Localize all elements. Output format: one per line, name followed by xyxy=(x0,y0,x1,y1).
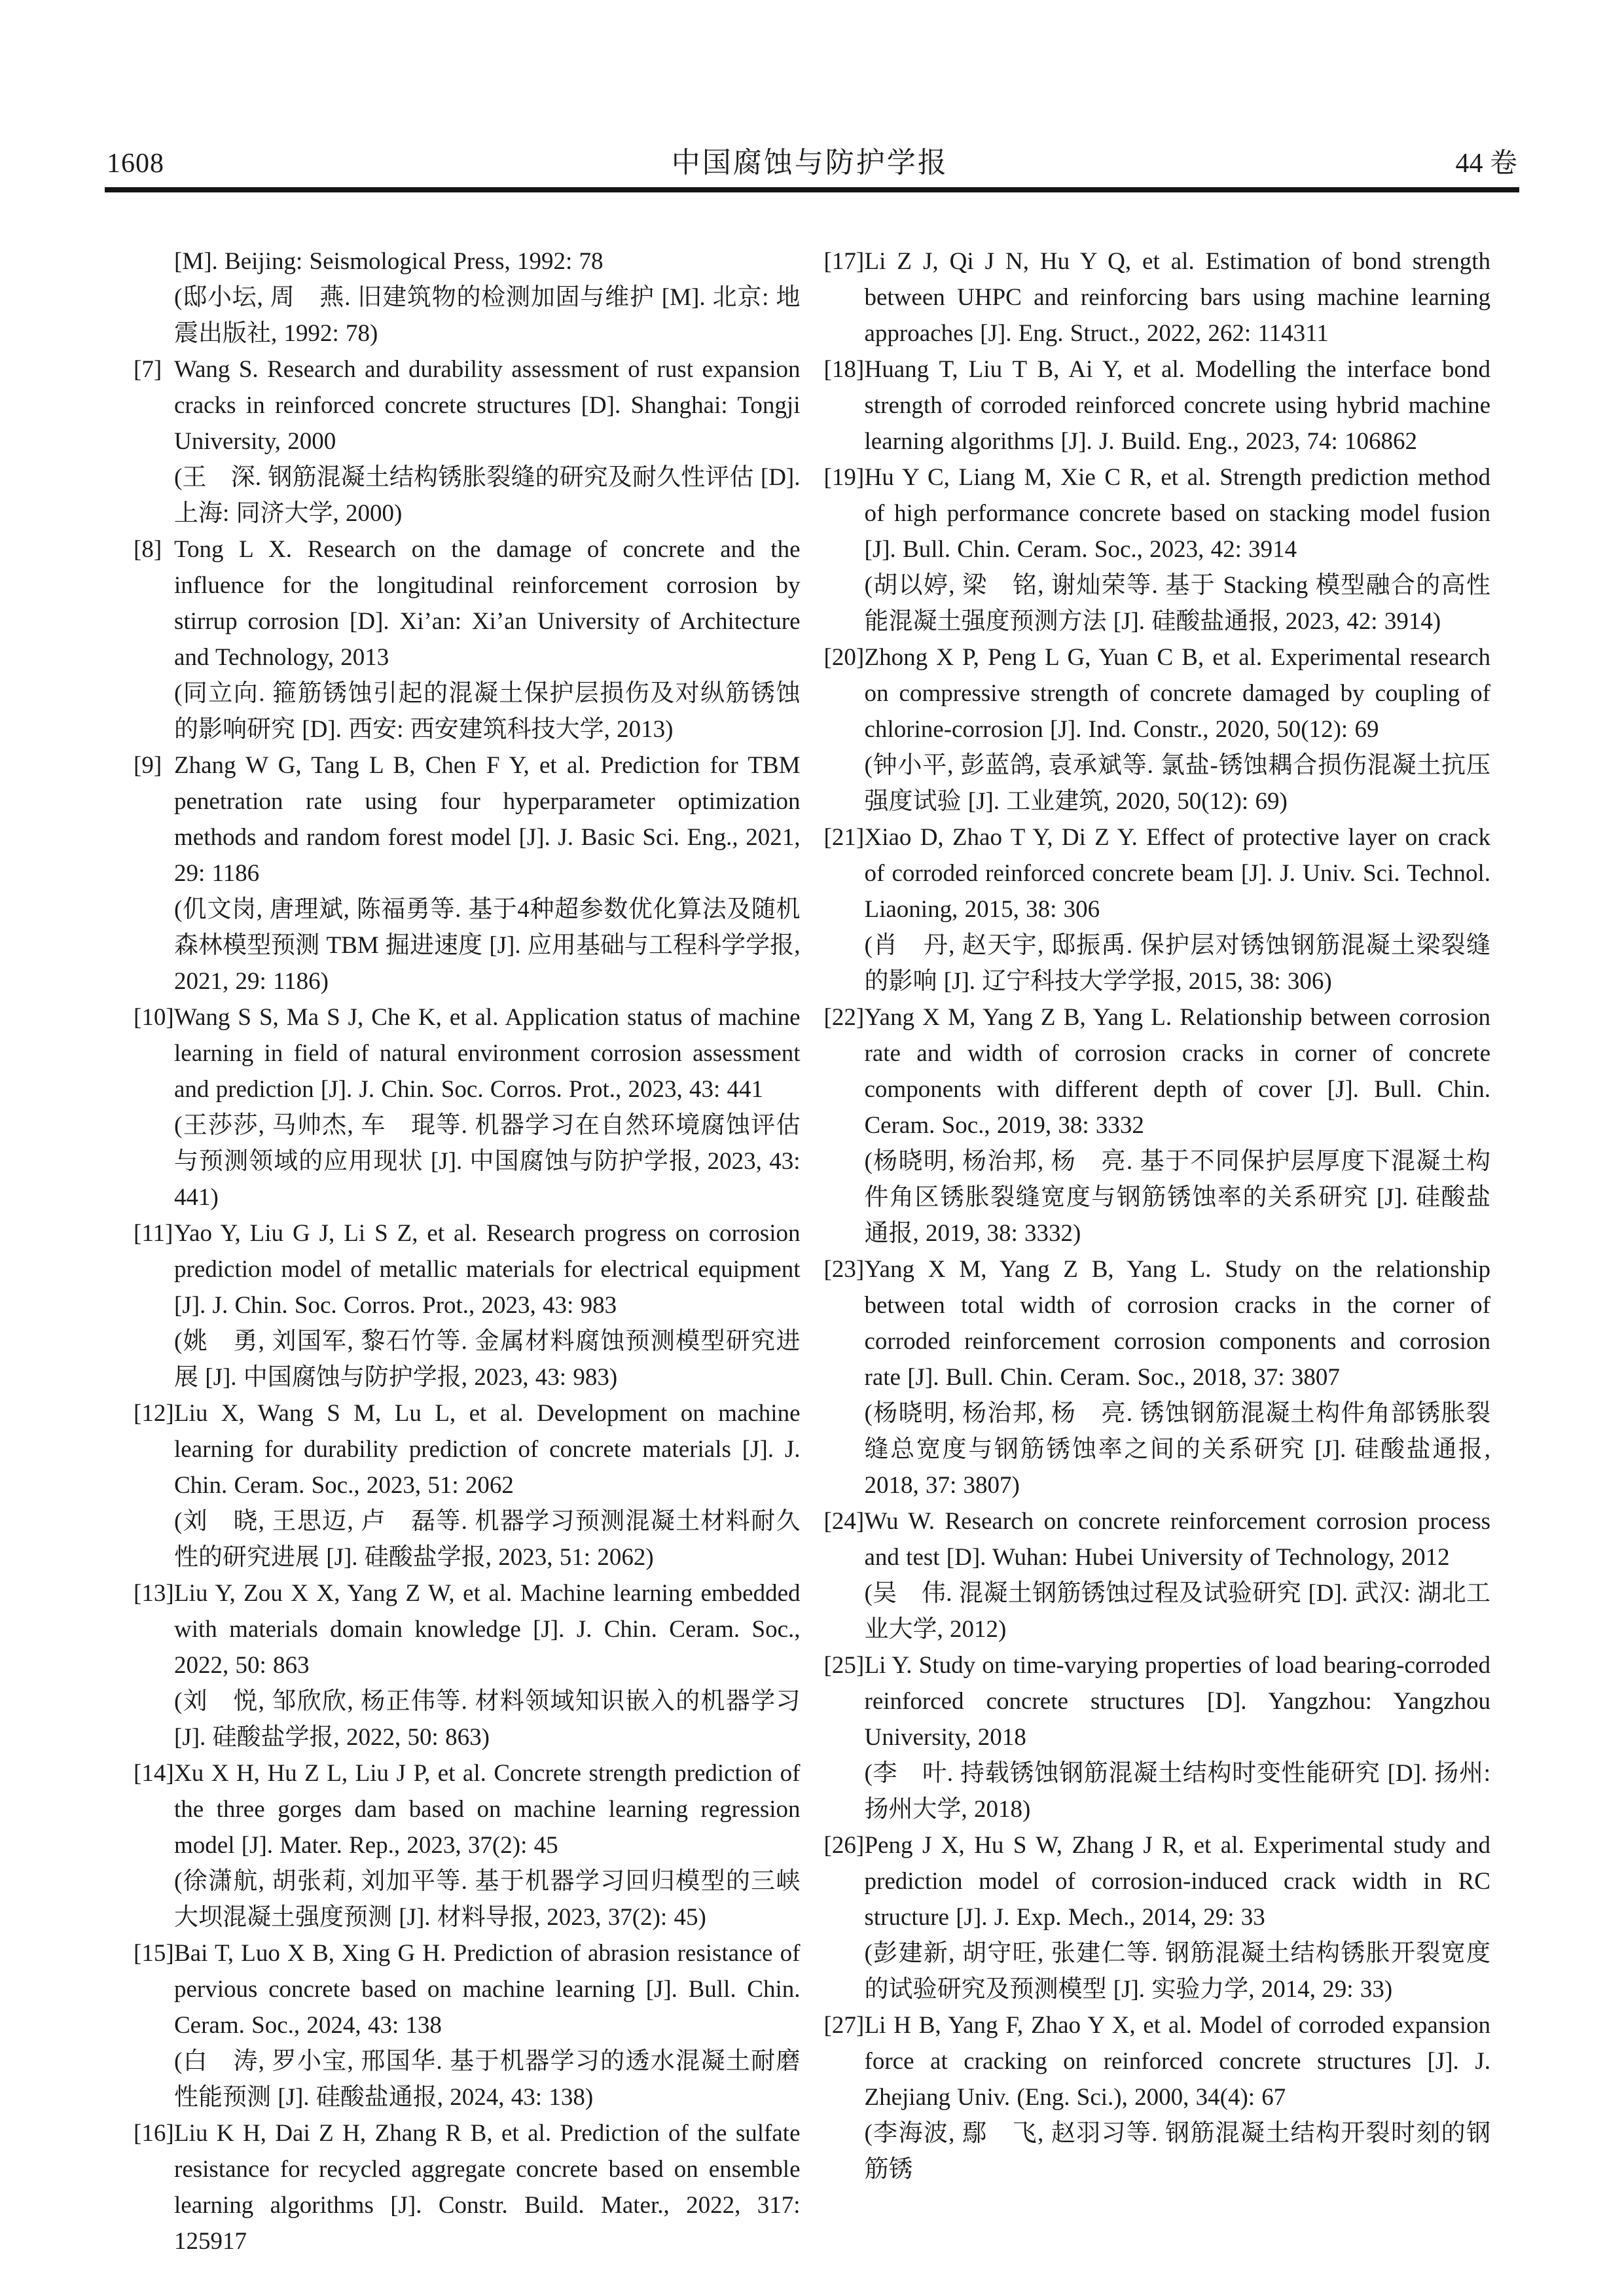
references-section xyxy=(134,243,1490,2259)
reference-number: [23] xyxy=(823,1256,865,1283)
reference-chinese-text: (姚 勇, 刘国军, 黎石竹等. 金属材料腐蚀预测模型研究进展 [J]. 中国腐蚀与防护学报, 2023, 43: 983) xyxy=(174,1328,801,1391)
reference-item xyxy=(824,1251,1491,1503)
reference-chinese-text: (刘 悦, 邹欣欣, 杨正伟等. 材料领域知识嵌入的机器学习 [J]. 硅酸盐学报, 2022, 50: 863) xyxy=(174,1688,801,1751)
reference-number: [17] xyxy=(823,248,865,275)
reference-english-text: [24]Wu W. Research on concrete reinforcement corrosion process and test [D]. Wuhan: Hubei University of Technology, 2012 xyxy=(824,1503,1491,1575)
journal-title: 中国腐蚀与防护学报 xyxy=(671,147,948,179)
volume-label: 44 卷 xyxy=(1455,149,1517,179)
reference-number: [10] xyxy=(134,1004,174,1031)
reference-number: [8] xyxy=(134,536,162,563)
reference-chinese-text: (李 叶. 持载锈蚀钢筋混凝土结构时变性能研究 [D]. 扬州: 扬州大学, 2018) xyxy=(864,1760,1490,1823)
reference-number: [12] xyxy=(134,1400,174,1427)
reference-chinese-text: (白 涛, 罗小宝, 邢国华. 基于机器学习的透水混凝土耐磨性能预测 [J]. 硅酸盐通报, 2024, 43: 138) xyxy=(174,2048,801,2111)
reference-chinese-text: (徐潇航, 胡张莉, 刘加平等. 基于机器学习回归模型的三峡大坝混凝土强度预测 [J]. 材料导报, 2023, 37(2): 45) xyxy=(174,1868,801,1931)
reference-english-text: [27]Li H B, Yang F, Zhao Y X, et al. Model of corroded expansion force at cracking on reinforced concrete structures [J]. J. Zhejiang Univ. (Eng. Sci.), 2000, 34(4): 67 xyxy=(824,2007,1491,2115)
reference-item xyxy=(134,1755,801,1935)
reference-item xyxy=(134,351,801,531)
reference-number: [9] xyxy=(134,752,162,779)
reference-item xyxy=(134,1395,801,1575)
reference-item xyxy=(134,1215,801,1395)
reference-number: [26] xyxy=(823,1832,865,1859)
reference-chinese-text: (刘 晓, 王思迈, 卢 磊等. 机器学习预测混凝土材料耐久性的研究进展 [J]. 硅酸盐学报, 2023, 51: 2062) xyxy=(174,1508,801,1571)
reference-english-text: [10]Wang S S, Ma S J, Che K, et al. Application status of machine learning in field of natural environment corrosion assessment and prediction [J]. J. Chin. Soc. Corros. Prot., 2023, 43: 441 xyxy=(134,999,801,1107)
reference-english-text: [9] Zhang W G, Tang L B, Chen F Y, et al. Prediction for TBM penetration rate using four hyperparameter optimization methods and random forest model [J]. J. Basic Sci. Eng., 2021, 29: 1186 xyxy=(134,747,801,891)
reference-english-text: [M]. Beijing: Seismological Press, 1992: 78 xyxy=(174,248,604,275)
reference-item xyxy=(824,999,1491,1251)
reference-chinese-text: (王 深. 钢筋混凝土结构锈胀裂缝的研究及耐久性评估 [D]. 上海: 同济大学, 2000) xyxy=(174,464,801,527)
reference-chinese-text: (钟小平, 彭蓝鸽, 袁承斌等. 氯盐-锈蚀耦合损伤混凝土抗压强度试验 [J]. 工业建筑, 2020, 50(12): 69) xyxy=(864,752,1490,815)
reference-chinese-text: (杨晓明, 杨治邦, 杨 亮. 基于不同保护层厚度下混凝土构件角区锈胀裂缝宽度与钢筋锈蚀率的关系研究 [J]. 硅酸盐通报, 2019, 38: 3332) xyxy=(864,1148,1490,1247)
reference-number: [16] xyxy=(134,2120,174,2147)
reference-number: [27] xyxy=(823,2012,865,2039)
reference-item xyxy=(824,2007,1491,2187)
reference-chinese-text: (王莎莎, 马帅杰, 车 琨等. 机器学习在自然环境腐蚀评估与预测领域的应用现状 [J]. 中国腐蚀与防护学报, 2023, 43: 441) xyxy=(174,1112,801,1211)
reference-english-text: [18]Huang T, Liu T B, Ai Y, et al. Modelling the interface bond strength of corroded reinforced concrete using hybrid machine learning algorithms [J]. J. Build. Eng., 2023, 74: 106862 xyxy=(824,351,1491,459)
reference-item xyxy=(824,639,1491,819)
reference-item xyxy=(134,1935,801,2115)
reference-english-text: [14]Xu X H, Hu Z L, Liu J P, et al. Concrete strength prediction of the three gorges dam based on machine learning regression model [J]. Mater. Rep., 2023, 37(2): 45 xyxy=(134,1755,801,1863)
reference-item xyxy=(824,1647,1491,1827)
reference-chinese-text: (同立向. 箍筋锈蚀引起的混凝土保护层损伤及对纵筋锈蚀的影响研究 [D]. 西安: 西安建筑科技大学, 2013) xyxy=(174,680,801,743)
reference-english-text: [20]Zhong X P, Peng L G, Yuan C B, et al. Experimental research on compressive strength of concrete damaged by coupling of chlorine-corrosion [J]. Ind. Constr., 2020, 50(12): 69 xyxy=(824,639,1491,747)
reference-item xyxy=(134,2115,801,2259)
reference-chinese-text: (杨晓明, 杨治邦, 杨 亮. 锈蚀钢筋混凝土构件角部锈胀裂缝总宽度与钢筋锈蚀率之间的关系研究 [J]. 硅酸盐通报, 2018, 37: 3807) xyxy=(864,1400,1490,1499)
reference-item xyxy=(134,243,801,351)
reference-item xyxy=(134,531,801,747)
reference-item xyxy=(134,1575,801,1755)
reference-english-text: [12]Liu X, Wang S M, Lu L, et al. Development on machine learning for durability prediction of concrete materials [J]. J. Chin. Ceram. Soc., 2023, 51: 2062 xyxy=(134,1395,801,1503)
reference-number: [7] xyxy=(134,356,162,383)
reference-item xyxy=(824,351,1491,459)
reference-english-text: [8] Tong L X. Research on the damage of concrete and the influence for the longitudinal reinforcement corrosion by stirrup corrosion [D]. Xi’an: Xi’an University of Architecture and Technology, 2013 xyxy=(134,531,801,675)
reference-english-text: [26]Peng J X, Hu S W, Zhang J R, et al. Experimental study and prediction model of corrosion-induced crack width in RC structure [J]. J. Exp. Mech., 2014, 29: 33 xyxy=(824,1827,1491,1935)
reference-number: [14] xyxy=(134,1760,174,1787)
reference-number: [13] xyxy=(134,1580,174,1607)
reference-item xyxy=(824,1503,1491,1647)
reference-item xyxy=(134,999,801,1215)
reference-english-text: [11]Yao Y, Liu G J, Li S Z, et al. Research progress on corrosion prediction model of metallic materials for electrical equipment [J]. J. Chin. Soc. Corros. Prot., 2023, 43: 983 xyxy=(134,1215,801,1323)
reference-item xyxy=(824,819,1491,999)
reference-chinese-text: (仉文岗, 唐理斌, 陈福勇等. 基于4种超参数优化算法及随机森林模型预测 TBM 掘进速度 [J]. 应用基础与工程科学学报, 2021, 29: 1186) xyxy=(174,896,801,995)
reference-chinese-text: (胡以婷, 梁 铭, 谢灿荣等. 基于 Stacking 模型融合的高性能混凝土强度预测方法 [J]. 硅酸盐通报, 2023, 42: 3914) xyxy=(864,572,1490,635)
references-left-column xyxy=(134,243,801,2259)
references-right-column xyxy=(824,243,1491,2259)
reference-english-text: [19]Hu Y C, Liang M, Xie C R, et al. Strength prediction method of high performance concrete based on stacking model fusion [J]. Bull. Chin. Ceram. Soc., 2023, 42: 3914 xyxy=(824,459,1491,567)
reference-number: [20] xyxy=(823,644,865,671)
reference-item xyxy=(824,459,1491,639)
reference-number: [18] xyxy=(823,356,865,383)
reference-number: [25] xyxy=(823,1652,865,1679)
reference-english-text: [21]Xiao D, Zhao T Y, Di Z Y. Effect of protective layer on crack of corroded reinforced concrete beam [J]. J. Univ. Sci. Technol. Liaoning, 2015, 38: 306 xyxy=(824,819,1491,927)
reference-chinese-text: (吴 伟. 混凝土钢筋锈蚀过程及试验研究 [D]. 武汉: 湖北工业大学, 2012) xyxy=(864,1580,1490,1643)
header-page-number: 1608 xyxy=(107,149,164,179)
reference-chinese-text: (邸小坛, 周 燕. 旧建筑物的检测加固与维护 [M]. 北京: 地震出版社, 1992: 78) xyxy=(174,284,801,347)
reference-english-text: [23]Yang X M, Yang Z B, Yang L. Study on the relationship between total width of corrosion cracks in the corner of corroded reinforcement corrosion components and corrosion rate [J]. Bull. Chin. Ceram. Soc., 2018, 37: 3807 xyxy=(824,1251,1491,1395)
reference-english-text: [13]Liu Y, Zou X X, Yang Z W, et al. Machine learning embedded with materials domain knowledge [J]. J. Chin. Ceram. Soc., 2022, 50: 863 xyxy=(134,1575,801,1683)
reference-number: [11] xyxy=(134,1220,173,1247)
reference-english-text: [22]Yang X M, Yang Z B, Yang L. Relationship between corrosion rate and width of corrosion cracks in corner of concrete components with different depth of cover [J]. Bull. Chin. Ceram. Soc., 2019, 38: 3332 xyxy=(824,999,1491,1143)
reference-number: [19] xyxy=(823,464,865,491)
reference-item xyxy=(824,243,1491,351)
reference-item xyxy=(824,1827,1491,2007)
reference-number: [22] xyxy=(823,1004,865,1031)
reference-number: [15] xyxy=(134,1940,174,1967)
reference-chinese-text: (李海波, 鄢 飞, 赵羽习等. 钢筋混凝土结构开裂时刻的钢筋锈 xyxy=(864,2120,1490,2183)
reference-chinese-text: (肖 丹, 赵天宇, 邸振禹. 保护层对锈蚀钢筋混凝土梁裂缝的影响 [J]. 辽宁科技大学学报, 2015, 38: 306) xyxy=(864,932,1490,995)
reference-english-text: [16]Liu K H, Dai Z H, Zhang R B, et al. Prediction of the sulfate resistance for recycled aggregate concrete based on ensemble learning algorithms [J]. Constr. Build. Mater., 2022, 317: 125917 xyxy=(134,2115,801,2259)
reference-english-text: [25]Li Y. Study on time-varying properties of load bearing-corroded reinforced concrete structures [D]. Yangzhou: Yangzhou University, 2018 xyxy=(824,1647,1491,1755)
header-rule xyxy=(105,187,1519,192)
reference-english-text: [7] Wang S. Research and durability assessment of rust expansion cracks in reinforced concrete structures [D]. Shanghai: Tongji University, 2000 xyxy=(134,351,801,459)
reference-item xyxy=(134,747,801,999)
reference-english-text: [15]Bai T, Luo X B, Xing G H. Prediction of abrasion resistance of pervious concrete based on machine learning [J]. Bull. Chin. Ceram. Soc., 2024, 43: 138 xyxy=(134,1935,801,2043)
reference-number: [21] xyxy=(823,824,865,851)
page-header xyxy=(107,139,1517,181)
reference-english-text: [17]Li Z J, Qi J N, Hu Y Q, et al. Estimation of bond strength between UHPC and reinforcing bars using machine learning approaches [J]. Eng. Struct., 2022, 262: 114311 xyxy=(824,243,1491,351)
reference-chinese-text: (彭建新, 胡守旺, 张建仁等. 钢筋混凝土结构锈胀开裂宽度的试验研究及预测模型 [J]. 实验力学, 2014, 29: 33) xyxy=(864,1940,1490,2003)
reference-number: [24] xyxy=(823,1508,865,1535)
